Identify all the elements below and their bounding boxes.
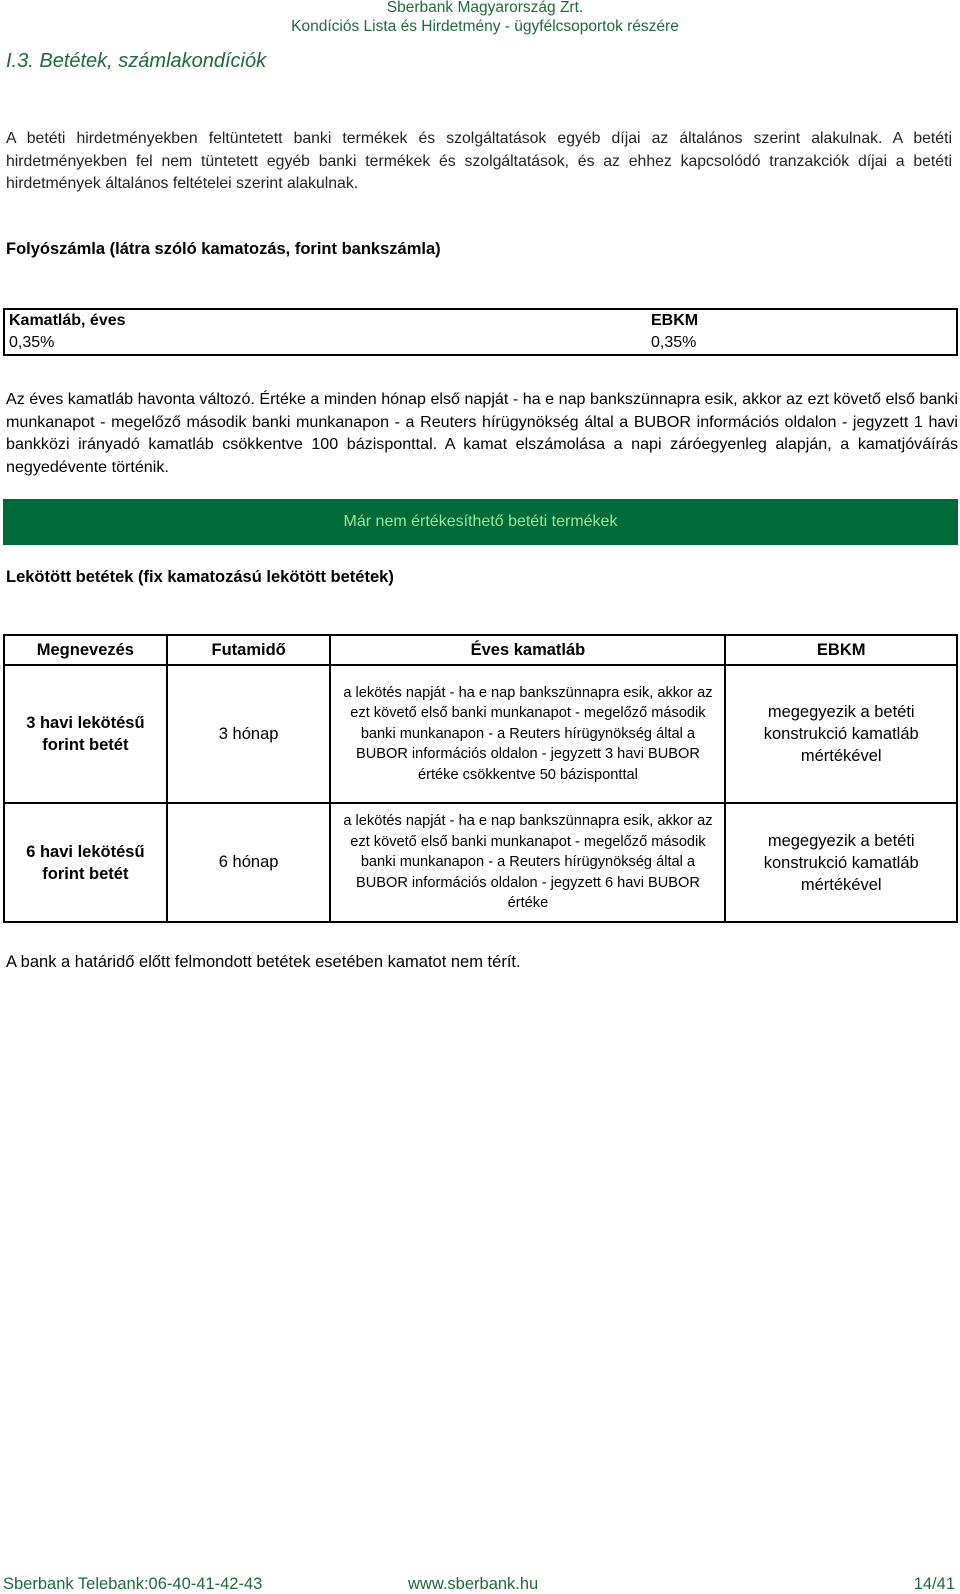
footer-page-number: 14/41	[913, 1575, 955, 1593]
deposit-ebkm: megegyezik a betéti konstrukció kamatláb mértékével	[725, 803, 957, 922]
deposit-name: 6 havi lekötésű forint betét	[4, 803, 167, 922]
column-header-name: Megnevezés	[4, 635, 167, 665]
fixed-deposits-title: Lekötött betétek (fix kamatozású lekötött betétek)	[6, 568, 394, 586]
current-account-title: Folyószámla (látra szóló kamatozás, forint bankszámla)	[6, 240, 441, 258]
footer-website-link[interactable]: www.sberbank.hu	[408, 1575, 539, 1593]
section-title: I.3. Betétek, számlakondíciók	[6, 50, 267, 72]
deposit-rate: a lekötés napját - ha e nap bankszünnapra esik, akkor az ezt követő első banki munkanapot - megelőző második banki munkanapon - a Reuters hírügynökség által a BUBOR információs oldalon - jegyzett 3 havi BUBOR értéke csökkentve 50 bázisponttal	[330, 665, 725, 803]
column-header-ebkm: EBKM	[725, 635, 957, 665]
rate-value: 0,35%	[4, 332, 647, 355]
deposit-name: 3 havi lekötésű forint betét	[4, 665, 167, 803]
fixed-deposits-table	[3, 634, 958, 923]
ebkm-value: 0,35%	[647, 332, 957, 355]
column-header-term: Futamidő	[167, 635, 331, 665]
table-row	[4, 803, 957, 922]
banner-label: Már nem értékesíthető betéti termékek	[343, 513, 618, 530]
current-account-rate-table	[3, 308, 958, 356]
deposit-rate: a lekötés napját - ha e nap bankszünnapra esik, akkor az ezt követő első banki munkanapot - megelőző második banki munkanapon - a Reuters hírügynökség által a BUBOR információs oldalon - jegyzett 6 havi BUBOR értéke	[330, 803, 725, 922]
table-row	[4, 665, 957, 803]
header-bank-name: Sberbank Magyarország Zrt.	[386, 0, 584, 16]
deposit-term: 3 hónap	[167, 665, 331, 803]
ebkm-column-header: EBKM	[647, 309, 957, 332]
deposit-term: 6 hónap	[167, 803, 331, 922]
column-header-rate: Éves kamatláb	[330, 635, 725, 665]
rate-column-header: Kamatláb, éves	[4, 309, 647, 332]
current-account-note: Az éves kamatláb havonta változó. Értéke a minden hónap első napját - ha e nap bankszünnapra esik, akkor az ezt követő első banki munkanapot - megelőző második banki munkanapon - a Reuters hírügynökség által a BUBOR információs oldalon - jegyzett 1 havi bankközi irányadó kamatláb csökkentve 100 bázisponttal. A kamat elszámolása a napi záróegyenleg alapján, a kamatjóváírás negyedévente történik.	[6, 390, 958, 476]
footer-telebank: Sberbank Telebank:06-40-41-42-43	[3, 1575, 263, 1593]
deposit-ebkm: megegyezik a betéti konstrukció kamatláb mértékével	[725, 665, 957, 803]
discontinued-products-banner	[3, 499, 958, 545]
closing-note: A bank a határidő előtt felmondott betétek esetében kamatot nem térít.	[6, 953, 521, 971]
header-subtitle: Kondíciós Lista és Hirdetmény - ügyfélcsoportok részére	[291, 18, 679, 35]
intro-paragraph: A betéti hirdetményekben feltüntetett banki termékek és szolgáltatások egyéb díjai az általános szerint alakulnak. A betéti hirdetményekben fel nem tüntetett egyéb banki termékek és szolgáltatások, és az ehhez kapcsolódó tranzakciók díjai a betéti hirdetmények általános feltételei szerint alakulnak.	[6, 130, 952, 192]
